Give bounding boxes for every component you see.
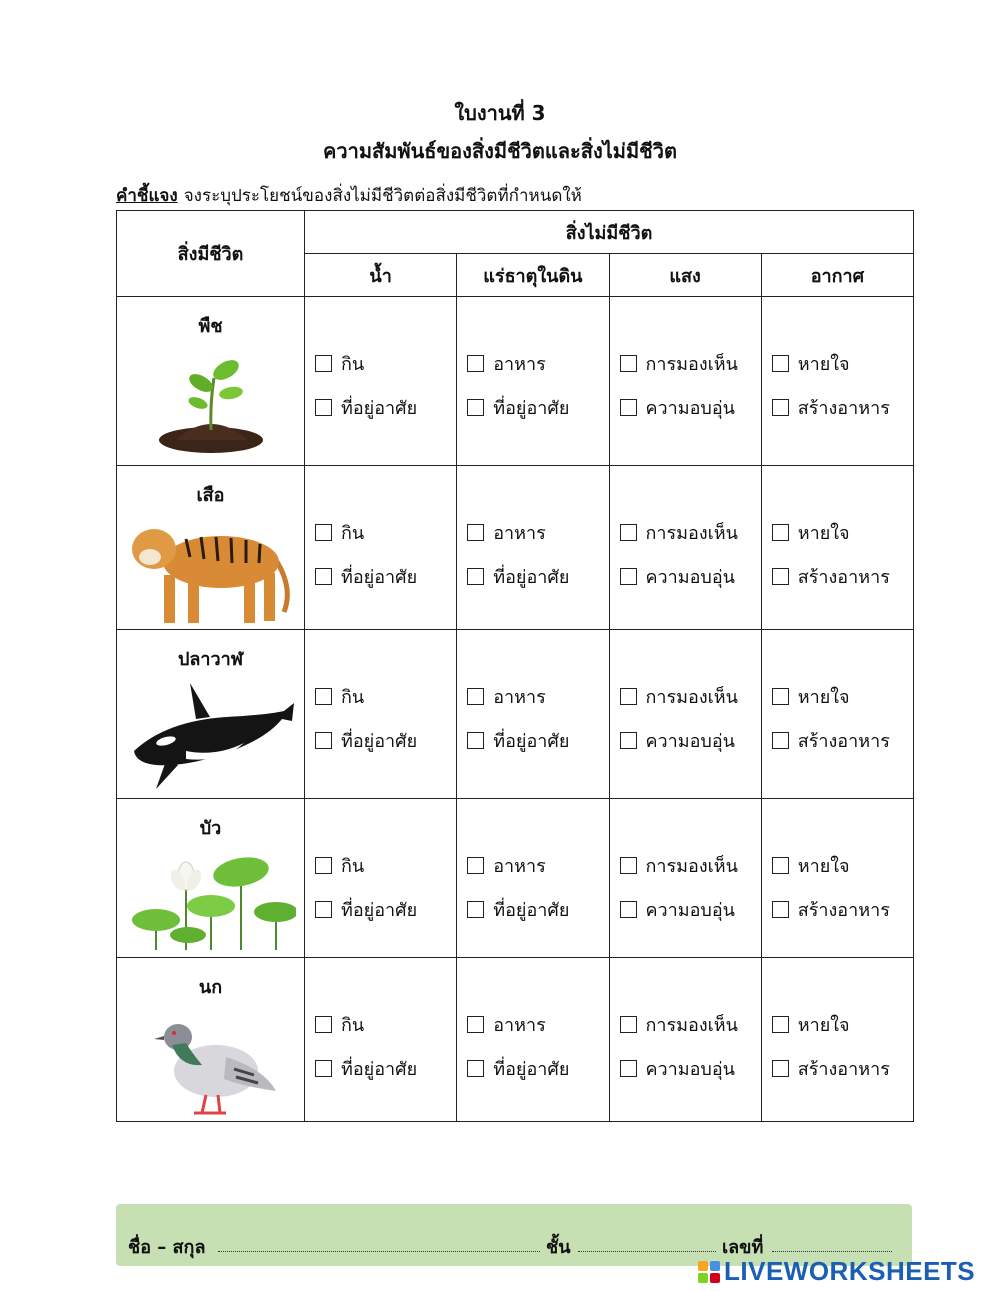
number-field[interactable]: [772, 1251, 892, 1252]
option-light-1[interactable]: [620, 522, 761, 542]
option-water-1[interactable]: [315, 353, 456, 373]
options-cell-soil-minerals: [457, 297, 609, 466]
option-water-2[interactable]: [315, 730, 456, 750]
checkbox[interactable]: [467, 688, 484, 705]
option-soil-minerals-1[interactable]: [467, 855, 608, 875]
column-header-water: น้ำ: [305, 254, 457, 297]
organism-cell: [117, 466, 305, 630]
logo-text: LIVEWORKSHEETS: [724, 1256, 976, 1286]
checkbox[interactable]: [620, 1060, 637, 1077]
options-cell-light: [609, 630, 761, 799]
option-air-1[interactable]: [772, 1014, 913, 1034]
option-light-2[interactable]: [620, 730, 761, 750]
worksheet-subtitle: ความสัมพันธ์ของสิ่งมีชีวิตและสิ่งไม่มีชีวิต: [323, 139, 677, 163]
checkbox[interactable]: [467, 1060, 484, 1077]
logo-mark-icon: [698, 1261, 720, 1283]
option-soil-minerals-1[interactable]: [467, 353, 608, 373]
options-cell-air: [761, 958, 913, 1122]
checkbox[interactable]: [315, 355, 332, 372]
option-label: ที่อยู่อาศัย: [493, 899, 570, 921]
organism-cell: [117, 630, 305, 799]
pigeon-icon: [146, 1009, 276, 1121]
option-label: ที่อยู่อาศัย: [341, 730, 418, 752]
option-label: หายใจ: [797, 353, 850, 375]
option-label: ความอบอุ่น: [645, 1058, 735, 1080]
option-air-1[interactable]: [772, 686, 913, 706]
organism-row-lotus: [117, 799, 914, 958]
options-cell-air: [761, 297, 913, 466]
option-air-2[interactable]: [772, 397, 913, 417]
option-label: ที่อยู่อาศัย: [493, 1058, 570, 1080]
option-label: อาหาร: [493, 522, 546, 544]
option-air-2[interactable]: [772, 1058, 913, 1078]
checkbox[interactable]: [620, 524, 637, 541]
option-water-2[interactable]: [315, 397, 456, 417]
option-label: สร้างอาหาร: [797, 730, 890, 752]
checkbox[interactable]: [772, 355, 789, 372]
liveworksheets-logo: [698, 1256, 975, 1287]
option-label: สร้างอาหาร: [797, 899, 890, 921]
checkbox[interactable]: [772, 568, 789, 585]
option-soil-minerals-2[interactable]: [467, 1058, 608, 1078]
checkbox[interactable]: [620, 355, 637, 372]
organism-cell: [117, 799, 305, 958]
option-label: กิน: [341, 1014, 365, 1036]
checkbox[interactable]: [620, 1016, 637, 1033]
checkbox[interactable]: [467, 901, 484, 918]
nonliving-header: สิ่งไม่มีชีวิต: [305, 211, 914, 254]
options-cell-soil-minerals: [457, 799, 609, 958]
option-soil-minerals-2[interactable]: [467, 899, 608, 919]
checkbox[interactable]: [772, 857, 789, 874]
checkbox[interactable]: [315, 901, 332, 918]
checkbox[interactable]: [315, 857, 332, 874]
option-label: หายใจ: [797, 1014, 850, 1036]
checkbox[interactable]: [772, 732, 789, 749]
checkbox[interactable]: [315, 1016, 332, 1033]
option-water-2[interactable]: [315, 899, 456, 919]
organism-row-bird: [117, 958, 914, 1122]
tiger-icon: [126, 517, 296, 629]
option-light-1[interactable]: [620, 353, 761, 373]
option-label: อาหาร: [493, 353, 546, 375]
option-label: ที่อยู่อาศัย: [341, 397, 418, 419]
checkbox[interactable]: [315, 1060, 332, 1077]
option-label: กิน: [341, 686, 365, 708]
organism-name: นก: [198, 977, 223, 998]
checkbox[interactable]: [467, 1016, 484, 1033]
option-label: หายใจ: [797, 686, 850, 708]
option-label: ที่อยู่อาศัย: [493, 730, 570, 752]
option-label: ความอบอุ่น: [645, 899, 735, 921]
checkbox[interactable]: [467, 732, 484, 749]
checkbox[interactable]: [467, 355, 484, 372]
option-label: หายใจ: [797, 522, 850, 544]
options-cell-air: [761, 630, 913, 799]
option-soil-minerals-2[interactable]: [467, 397, 608, 417]
organism-name: บัว: [199, 818, 222, 839]
option-water-1[interactable]: [315, 522, 456, 542]
column-header-air: อากาศ: [761, 254, 913, 297]
name-field[interactable]: [218, 1251, 540, 1252]
options-cell-air: [761, 466, 913, 630]
options-cell-soil-minerals: [457, 958, 609, 1122]
option-light-2[interactable]: [620, 1058, 761, 1078]
instructions-text: จงระบุประโยชน์ของสิ่งไม่มีชีวิตต่อสิ่งมีชีวิตที่กำหนดให้: [183, 186, 582, 206]
organism-row-whale: [117, 630, 914, 799]
organism-row-plant: [117, 297, 914, 466]
option-label: สร้างอาหาร: [797, 566, 890, 588]
option-label: สร้างอาหาร: [797, 397, 890, 419]
checkbox[interactable]: [467, 399, 484, 416]
option-label: ที่อยู่อาศัย: [493, 397, 570, 419]
organism-name: พืช: [198, 316, 223, 337]
option-label: กิน: [341, 522, 365, 544]
column-header-light: แสง: [609, 254, 761, 297]
option-soil-minerals-1[interactable]: [467, 522, 608, 542]
checkbox[interactable]: [620, 568, 637, 585]
option-air-1[interactable]: [772, 353, 913, 373]
checkbox[interactable]: [772, 524, 789, 541]
options-cell-air: [761, 799, 913, 958]
option-label: การมองเห็น: [645, 522, 738, 544]
option-label: การมองเห็น: [645, 686, 738, 708]
option-water-1[interactable]: [315, 1014, 456, 1034]
option-light-1[interactable]: [620, 855, 761, 875]
options-cell-light: [609, 958, 761, 1122]
options-cell-water: [305, 297, 457, 466]
checkbox[interactable]: [620, 901, 637, 918]
organism-name: เสือ: [196, 485, 225, 506]
option-air-2[interactable]: [772, 730, 913, 750]
option-soil-minerals-2[interactable]: [467, 566, 608, 586]
option-label: ที่อยู่อาศัย: [341, 1058, 418, 1080]
option-light-1[interactable]: [620, 686, 761, 706]
class-label: ชั้น: [546, 1237, 571, 1258]
option-air-2[interactable]: [772, 899, 913, 919]
checkbox[interactable]: [315, 524, 332, 541]
options-cell-water: [305, 799, 457, 958]
option-water-2[interactable]: [315, 566, 456, 586]
checkbox[interactable]: [620, 688, 637, 705]
option-soil-minerals-1[interactable]: [467, 686, 608, 706]
option-soil-minerals-1[interactable]: [467, 1014, 608, 1034]
checkbox[interactable]: [620, 857, 637, 874]
option-light-2[interactable]: [620, 566, 761, 586]
option-label: สร้างอาหาร: [797, 1058, 890, 1080]
checkbox[interactable]: [315, 568, 332, 585]
option-label: ที่อยู่อาศัย: [493, 566, 570, 588]
living-header: สิ่งมีชีวิต: [117, 211, 305, 297]
option-water-2[interactable]: [315, 1058, 456, 1078]
option-label: ความอบอุ่น: [645, 730, 735, 752]
checkbox[interactable]: [315, 399, 332, 416]
option-label: หายใจ: [797, 855, 850, 877]
checkbox[interactable]: [467, 857, 484, 874]
option-label: อาหาร: [493, 855, 546, 877]
organism-row-tiger: [117, 466, 914, 630]
options-cell-soil-minerals: [457, 466, 609, 630]
checkbox[interactable]: [772, 1016, 789, 1033]
worksheet-title: ใบงานที่ 3: [454, 101, 546, 125]
option-air-2[interactable]: [772, 566, 913, 586]
checkbox[interactable]: [772, 1060, 789, 1077]
checkbox[interactable]: [467, 524, 484, 541]
checkbox[interactable]: [315, 732, 332, 749]
checkbox[interactable]: [620, 399, 637, 416]
checkbox[interactable]: [620, 732, 637, 749]
option-light-1[interactable]: [620, 1014, 761, 1034]
organism-cell: [117, 958, 305, 1122]
option-water-1[interactable]: [315, 686, 456, 706]
checkbox[interactable]: [772, 688, 789, 705]
options-cell-water: [305, 466, 457, 630]
option-label: ความอบอุ่น: [645, 397, 735, 419]
options-cell-light: [609, 297, 761, 466]
option-light-2[interactable]: [620, 899, 761, 919]
option-soil-minerals-2[interactable]: [467, 730, 608, 750]
option-air-1[interactable]: [772, 522, 913, 542]
checkbox[interactable]: [315, 688, 332, 705]
options-cell-water: [305, 958, 457, 1122]
plant-sprout-icon: [156, 348, 266, 453]
organism-cell: [117, 297, 305, 466]
option-air-1[interactable]: [772, 855, 913, 875]
option-label: กิน: [341, 353, 365, 375]
options-cell-light: [609, 466, 761, 630]
class-field[interactable]: [578, 1251, 716, 1252]
number-label: เลขที่: [722, 1237, 764, 1258]
instructions-label: คำชี้แจง: [116, 186, 178, 206]
column-header-soil-minerals: แร่ธาตุในดิน: [457, 254, 609, 297]
option-label: ที่อยู่อาศัย: [341, 899, 418, 921]
options-cell-water: [305, 630, 457, 799]
option-label: อาหาร: [493, 686, 546, 708]
options-cell-light: [609, 799, 761, 958]
orca-whale-icon: [126, 681, 296, 793]
option-label: กิน: [341, 855, 365, 877]
checkbox[interactable]: [467, 568, 484, 585]
option-label: อาหาร: [493, 1014, 546, 1036]
instructions: [116, 182, 582, 209]
worksheet-table: [116, 210, 914, 1122]
option-label: การมองเห็น: [645, 1014, 738, 1036]
lotus-icon: [126, 850, 296, 955]
option-water-1[interactable]: [315, 855, 456, 875]
name-label: ชื่อ – สกุล: [128, 1237, 206, 1258]
option-label: การมองเห็น: [645, 855, 738, 877]
organism-name: ปลาวาฬ: [177, 649, 244, 670]
option-label: ที่อยู่อาศัย: [341, 566, 418, 588]
option-label: การมองเห็น: [645, 353, 738, 375]
options-cell-soil-minerals: [457, 630, 609, 799]
checkbox[interactable]: [772, 399, 789, 416]
checkbox[interactable]: [772, 901, 789, 918]
option-label: ความอบอุ่น: [645, 566, 735, 588]
option-light-2[interactable]: [620, 397, 761, 417]
